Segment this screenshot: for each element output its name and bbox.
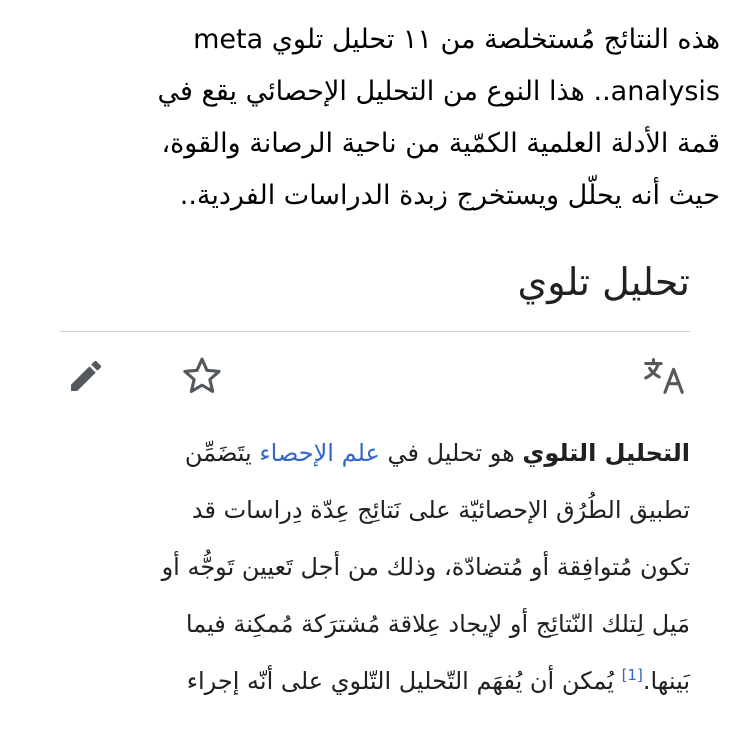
page-title: تحليل تلوي [517,260,690,304]
tweet-line-2: analysis.. هذا النوع من التحليل الإحصائي يقع في [157,76,720,107]
article-text: بَينها. [642,667,690,695]
article-text: يتَضَمِّن [184,439,260,467]
pencil-icon [66,356,106,396]
tweet-text [20,14,720,222]
article-text: يُمكن أن يُفهَم التّحليل التّلوي على أنّه إجراء [186,667,622,695]
page-actions-toolbar [60,350,690,402]
article-term: التحليل التلوي [522,439,690,467]
star-icon [180,354,224,398]
article-line-2: تطبيق الطُرُق الإحصائيّة على نَتائِج عِدّة دِراسات قد [191,496,690,524]
title-divider [60,331,690,332]
edit-button[interactable] [60,350,112,402]
article-line-1 [60,425,690,482]
article-body [60,425,690,710]
tweet-line-4: حيث أنه يحلّل ويستخرج زبدة الدراسات الفردية.. [179,180,720,211]
tweet-line-1: هذه النتائج مُستخلصة من ١١ تحليل تلوي meta [193,24,720,55]
article-text: هو تحليل في [379,439,523,467]
statistics-link[interactable]: علم الإحصاء [259,439,380,467]
language-button[interactable] [638,350,690,402]
article-line-4: مَيل لِتلك النّتائِج أو لإيجاد عِلاقة مُشترَكة مُمكِنة فيما [185,610,690,638]
translate-icon [641,353,687,399]
article-line-3: تكون مُتوافِقة أو مُتضادّة، وذلك من أجل تَعيين تَوجُّه أو [161,553,690,581]
watch-star-button[interactable] [176,350,228,402]
reference-link[interactable]: [1] [621,666,643,684]
article-line-5 [60,653,690,710]
tweet-line-3: قمة الأدلة العلمية الكمّية من ناحية الرصانة والقوة، [161,128,720,159]
